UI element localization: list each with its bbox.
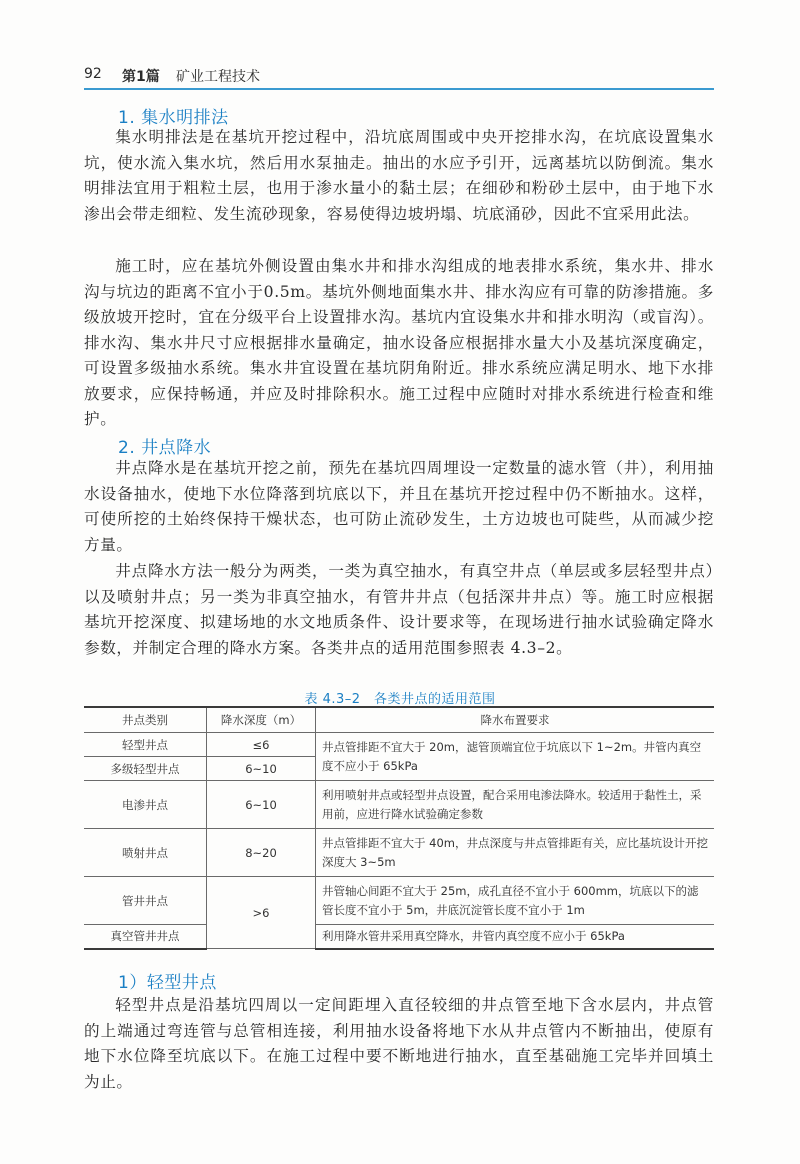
section-heading-1: 1. 集水明排法 — [118, 108, 229, 128]
table-row — [84, 829, 714, 877]
table-row — [84, 733, 714, 757]
cell-depth: ≤6 — [207, 733, 316, 757]
cell-type: 喷射井点 — [84, 829, 207, 877]
paragraph-5: 轻型井点是沿基坑四周以一定间距埋入直径较细的井点管至地下含水层内，井点管的上端通过弯连管与总管相连接，利用抽水设备将地下水从井点管内不断抽出，使原有地下水位降至坑底以下。在施工过程中要不断地进行抽水，直至基础施工完毕并回填土为止。 — [84, 996, 714, 1091]
cell-depth: 8~20 — [207, 829, 316, 877]
table-row — [84, 877, 714, 925]
paragraph-2: 施工时，应在基坑外侧设置由集水井和排水沟组成的地表排水系统，集水井、排水沟与坑边的距离不宜小于0.5m。基坑外侧地面集水井、排水沟应有可靠的防渗措施。多级放坡开挖时，宜在分级平台上设置排水沟。基坑内宜设集水井和排水明沟（或盲沟）。排水沟、集水井尺寸应根据排水量确定，抽水设备应根据排水量大小及基坑深度确定，可设置多级抽水系统。集水井宜设置在基坑阴角附近。排水系统应满足明水、地下水排放要求，应保持畅通，并应及时排除积水。施工过程中应随时对排水系统进行检查和维护。 — [84, 257, 714, 428]
cell-type: 真空管井井点 — [84, 925, 207, 949]
cell-requirement: 井点管排距不宜大于 40m，井点深度与井点管排距有关，应比基坑设计开挖深度大 3~5m — [316, 829, 715, 877]
section-heading-2: 2. 井点降水 — [118, 438, 212, 458]
well-point-table — [84, 706, 714, 950]
header-depth: 降水深度（m） — [207, 707, 316, 733]
paragraph-1: 集水明排法是在基坑开挖过程中，沿坑底周围或中央开挖排水沟，在坑底设置集水坑，使水流入集水坑，然后用水泵抽走。抽出的水应予引开，远离基坑以防倒流。集水明排法宜用于粗粒土层，也用于渗水量小的黏土层；在细砂和粉砂土层中，由于地下水渗出会带走细粒、发生流砂现象，容易使得边坡坍塌、坑底涌砂，因此不宜采用此法。 — [84, 128, 714, 223]
cell-requirement: 利用降水管井采用真空降水，井管内真空度不应小于 65kPa — [316, 925, 715, 949]
cell-requirement: 井点管排距不宜大于 20m，滤管顶端宜位于坑底以下 1~2m。井管内真空度不应小于 65kPa — [316, 733, 715, 781]
cell-requirement: 井管轴心间距不宜大于 25m，成孔直径不宜小于 600mm，坑底以下的滤管长度不宜小于 5m，井底沉淀管长度不宜小于 1m — [316, 877, 715, 925]
table-row — [84, 925, 714, 949]
part-label: 第1篇 — [122, 69, 160, 85]
cell-type: 电渗井点 — [84, 781, 207, 829]
part-title: 矿业工程技术 — [176, 69, 260, 85]
section-heading-3: 1）轻型井点 — [118, 973, 217, 993]
cell-type: 轻型井点 — [84, 733, 207, 757]
cell-type: 管井井点 — [84, 877, 207, 925]
cell-type: 多级轻型井点 — [84, 757, 207, 781]
page-number: 92 — [84, 66, 102, 82]
paragraph-3: 井点降水是在基坑开挖之前，预先在基坑四周埋设一定数量的滤水管（井），利用抽水设备抽水，使地下水位降落到坑底以下，并且在基坑开挖过程中仍不断抽水。这样，可使所挖的土始终保持干燥状态，也可防止流砂发生，土方边坡也可陡些，从而减少挖方量。 — [84, 459, 714, 554]
cell-depth: >6 — [207, 877, 316, 949]
table-caption: 表 4.3–2 各类井点的适用范围 — [304, 692, 496, 707]
header-type: 井点类别 — [84, 707, 207, 733]
cell-requirement: 利用喷射井点或轻型井点设置，配合采用电渗法降水。较适用于黏性土，采用前，应进行降水试验确定参数 — [316, 781, 715, 829]
paragraph-4: 井点降水方法一般分为两类，一类为真空抽水，有真空井点（单层或多层轻型井点）以及喷射井点；另一类为非真空抽水，有管井井点（包括深井井点）等。施工时应根据基坑开挖深度、拟建场地的水文地质条件、设计要求等，在现场进行抽水试验确定降水参数，并制定合理的降水方案。各类井点的适用范围参照表 4.3–2。 — [84, 562, 714, 657]
cell-depth: 6~10 — [207, 781, 316, 829]
table-header-row — [84, 707, 714, 733]
page-header — [84, 62, 714, 90]
cell-depth: 6~10 — [207, 757, 316, 781]
header-requirement: 降水布置要求 — [316, 707, 715, 733]
table-row — [84, 781, 714, 829]
